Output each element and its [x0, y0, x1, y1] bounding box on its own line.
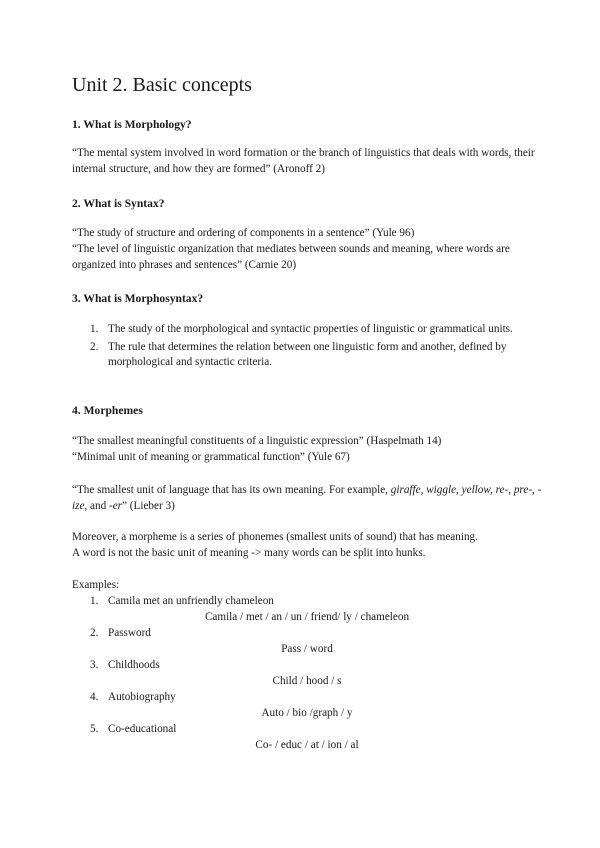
morphemes-quote-lieber — [72, 483, 542, 514]
example-number: 5. — [90, 723, 99, 735]
morphemes-quote-yule: “Minimal unit of meaning or grammatical function” (Yule 67) — [72, 451, 350, 463]
example-number: 3. — [90, 659, 99, 671]
example-item — [72, 594, 542, 610]
heading-morphosyntax: 3. What is Morphosyntax? — [72, 292, 204, 305]
example-item — [72, 658, 542, 674]
example-word: Childhoods — [108, 659, 160, 671]
list-item — [72, 322, 542, 338]
example-word: Co-educational — [108, 723, 177, 735]
example-number: 4. — [90, 691, 99, 703]
heading-morphology: 1. What is Morphology? — [72, 118, 192, 131]
heading-morphemes: 4. Morphemes — [72, 404, 143, 417]
lieber-and: and — [87, 499, 109, 512]
morphemes-quote-haspelmath: “The smallest meaningful constituents of a linguistic expression” (Haspelmath 14) — [72, 435, 442, 447]
example-word: Password — [108, 627, 151, 639]
list-number: 1. — [90, 323, 99, 335]
example-segmentation: Co- / educ / at / ion / al — [255, 739, 359, 751]
syntax-quote-carnie: “The level of linguistic organization that mediates between sounds and meaning, where words are organized into phrases and sentences” (Carnie 20) — [72, 243, 510, 271]
list-text: The study of the morphological and syntactic properties of linguistic or grammatical units. — [108, 323, 513, 335]
word-unit-paragraph: A word is not the basic unit of meaning -> many words can be split into hunks. — [72, 547, 426, 559]
example-segmentation: Pass / word — [281, 643, 333, 655]
example-word: Autobiography — [108, 691, 176, 703]
example-segmentation: Auto / bio /graph / y — [261, 707, 353, 719]
list-item — [72, 340, 542, 371]
morphosyntax-list — [72, 322, 542, 371]
example-number: 1. — [90, 595, 99, 607]
syntax-quote-yule: “The study of structure and ordering of components in a sentence” (Yule 96) — [72, 227, 415, 239]
list-number: 2. — [90, 340, 99, 353]
page-title: Unit 2. Basic concepts — [72, 74, 252, 96]
example-word: Camila met an unfriendly chameleon — [108, 595, 274, 607]
examples-label: Examples: — [72, 579, 120, 591]
example-number: 2. — [90, 627, 99, 639]
example-item — [72, 690, 542, 706]
lieber-intro: “The smallest unit of language that has its own meaning. For example, — [72, 484, 391, 496]
lieber-citation: ” (Lieber 3) — [122, 499, 175, 512]
heading-syntax: 2. What is Syntax? — [72, 197, 165, 210]
example-segmentation: Camila / met / an / un / friend/ ly / chameleon — [204, 611, 410, 623]
morpheme-definition-paragraph: Moreover, a morpheme is a series of phonemes (smallest units of sound) that has meaning. — [72, 531, 478, 543]
lieber-suffix: -er — [108, 499, 123, 512]
examples-list — [72, 594, 542, 754]
example-segmentation: Child / hood / s — [272, 675, 342, 687]
example-item — [72, 626, 542, 642]
lieber-examples: giraffe, wiggle, yellow, re-, pre-, -ize, — [72, 484, 542, 512]
example-item — [72, 722, 542, 738]
morphology-quote: “The mental system involved in word formation or the branch of linguistics that deals with words, their internal structure, and how they are formed” (Aronoff 2) — [72, 147, 535, 175]
list-text: The rule that determines the relation between one linguistic form and another, defined by morphological and syntactic criteria. — [108, 340, 507, 369]
